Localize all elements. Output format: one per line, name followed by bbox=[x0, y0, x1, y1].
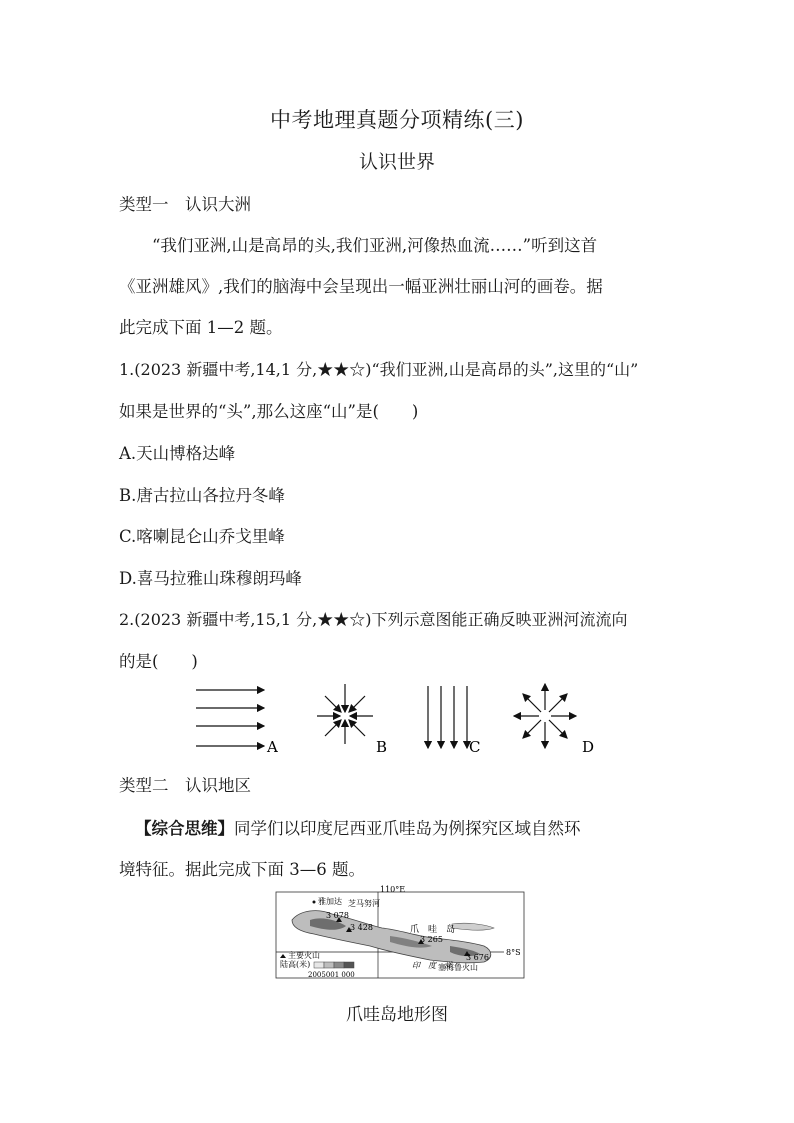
intro-line-1: “我们亚洲,山是高昂的头,我们亚洲,河像热血流……”听到这首 bbox=[152, 236, 598, 255]
question-1-line-2: 如果是世界的“头”,那么这座“山”是( ) bbox=[119, 402, 419, 421]
section-heading-1: 类型一 认识大洲 bbox=[119, 195, 251, 214]
volcano-label: 塞梅鲁火山 bbox=[438, 963, 478, 972]
legend-altitude: 陆高(米) bbox=[280, 960, 311, 969]
river-flow-diagrams bbox=[190, 682, 630, 758]
section-heading-2: 类型二 认识地区 bbox=[119, 776, 251, 795]
city-jakarta: 雅加达 bbox=[318, 897, 342, 906]
legend-volcano: 主要火山 bbox=[288, 951, 320, 960]
diagram-d bbox=[514, 684, 576, 748]
diagram-b bbox=[317, 684, 373, 744]
river-label: 芝马努河 bbox=[348, 899, 380, 908]
longitude-label: 110°E bbox=[380, 885, 406, 894]
diagram-c bbox=[428, 686, 467, 748]
island-label: 爪 哇 岛 bbox=[410, 925, 456, 935]
option-c: C.喀喇昆仑山乔戈里峰 bbox=[119, 527, 285, 546]
ocean-label: 印 度 洋 bbox=[412, 961, 452, 970]
peak-2: 3 428 bbox=[350, 923, 373, 932]
question-1-line-1: 1.(2023 新疆中考,14,1 分,★★☆)“我们亚洲,山是高昂的头”,这里的“山” bbox=[119, 360, 639, 379]
page-title: 中考地理真题分项精练(三) bbox=[270, 108, 524, 132]
diagram-label-c: C bbox=[469, 738, 481, 756]
diagram-a bbox=[196, 690, 264, 746]
intro-line-5: 境特征。据此完成下面 3—6 题。 bbox=[119, 860, 365, 879]
peak-1: 3 078 bbox=[326, 911, 349, 920]
diagram-label-a: A bbox=[267, 738, 278, 756]
option-a: A.天山博格达峰 bbox=[119, 444, 236, 463]
intro-line-4-text: 同学们以印度尼西亚爪哇岛为例探究区域自然环 bbox=[234, 819, 581, 838]
intro-line-4 bbox=[135, 815, 581, 839]
diagram-label-d: D bbox=[582, 738, 595, 756]
page-subtitle: 认识世界 bbox=[358, 151, 435, 173]
map-caption: 爪哇岛地形图 bbox=[346, 1005, 448, 1025]
intro-line-3: 此完成下面 1—2 题。 bbox=[119, 318, 283, 337]
question-2-line-2: 的是( ) bbox=[119, 652, 198, 671]
peak-3: 3 265 bbox=[420, 935, 443, 944]
diagram-label-b: B bbox=[376, 738, 388, 756]
peak-4: 3 676 bbox=[466, 953, 489, 962]
bracket-label: 【综合思维】 bbox=[135, 819, 234, 838]
latitude-label: 8°S bbox=[506, 948, 521, 957]
legend-scale: 2005001 000 bbox=[308, 971, 355, 979]
java-island-map bbox=[270, 884, 530, 982]
option-d: D.喜马拉雅山珠穆朗玛峰 bbox=[119, 569, 302, 588]
intro-line-2: 《亚洲雄风》,我们的脑海中会呈现出一幅亚洲壮丽山河的画卷。据 bbox=[119, 277, 603, 296]
option-b: B.唐古拉山各拉丹冬峰 bbox=[119, 486, 285, 505]
question-2-line-1: 2.(2023 新疆中考,15,1 分,★★☆)下列示意图能正确反映亚洲河流流向 bbox=[119, 610, 628, 629]
